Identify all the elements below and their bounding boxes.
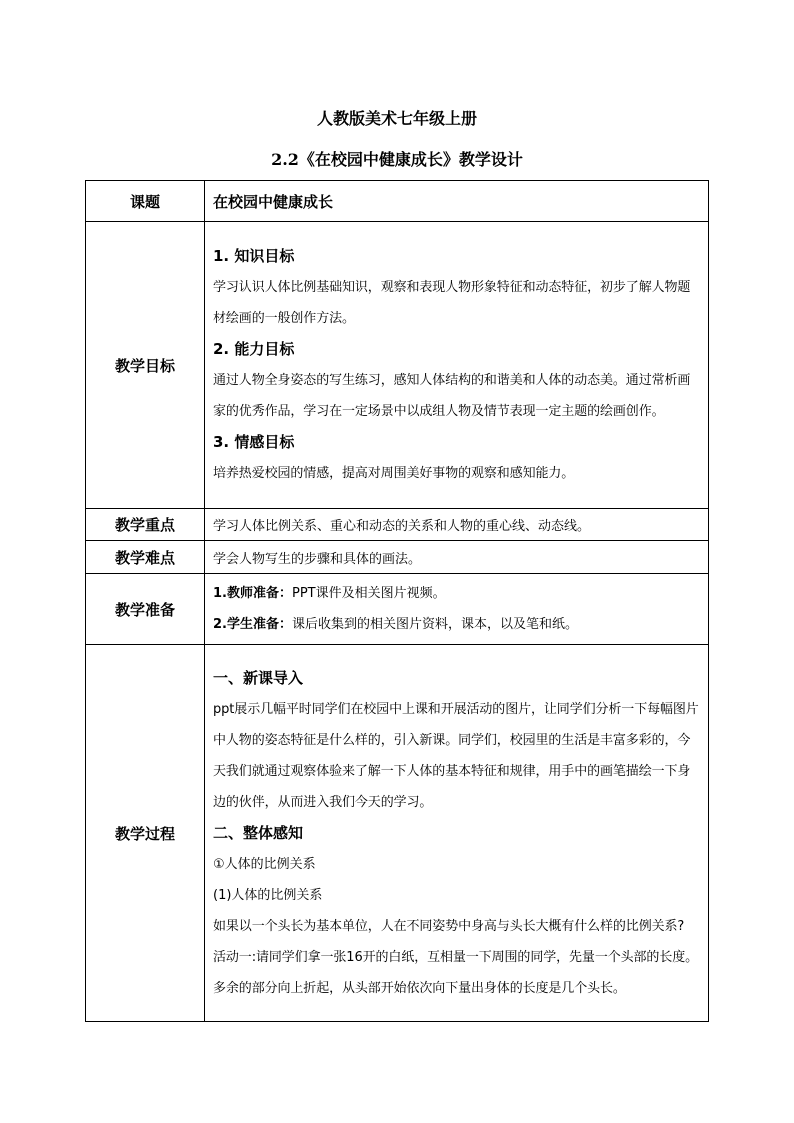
goal-emotion-heading: 3. 情感目标: [213, 433, 295, 451]
proportion-subitem: (1)人体的比例关系: [213, 887, 323, 903]
topic-value: [205, 181, 709, 222]
prep-label: 教学准备: [86, 574, 205, 645]
key-label: 教学重点: [86, 509, 205, 541]
teacher-prep-label: 1.教师准备：: [213, 586, 292, 601]
table-row-difficult: [86, 541, 709, 574]
key-value: 学习人体比例关系、重心和动态的关系和人物的重心线、动态线。: [205, 509, 709, 541]
process-content: [205, 645, 709, 1022]
lesson-plan-table: [85, 180, 709, 1022]
goal-emotion-text: 培养热爱校园的情感，提高对周围美好事物的观察和感知能力。: [213, 466, 575, 481]
topic-text: 在校园中健康成长: [213, 192, 334, 211]
goal-knowledge-text: 学习认识人体比例基础知识，观察和表现人物形象特征和动态特征，初步了解人物题材绘画的一般创作方法。: [213, 280, 691, 326]
document-title: 人教版美术七年级上册: [316, 109, 477, 128]
intro-heading: 一、新课导入: [213, 668, 304, 687]
intro-paragraph: ppt展示几幅平时同学们在校园中上课和开展活动的图片，让同学们分析一下每幅图片中人物的姿态特征是什么样的，引入新课。同学们，校园里的生活是丰富多彩的，今天我们就通过观察体验来了解一下人体的基本特征和规律，用手中的画笔描绘一下身边的伙伴，从而进入我们今天的学习。: [213, 701, 699, 810]
table-row-key: [86, 509, 709, 541]
goals-content: [205, 222, 709, 509]
prep-content: [205, 574, 709, 645]
goal-ability-heading: 2. 能力目标: [213, 340, 295, 358]
goals-label: 教学目标: [86, 222, 205, 509]
student-prep: [213, 609, 702, 640]
goal-ability-text: 通过人物全身姿态的写生练习，感知人体结构的和谐美和人体的动态美。通过常析画家的优秀作品，学习在一定场景中以成组人物及情节表现一定主题的绘画创作。: [213, 373, 691, 419]
process-label: 教学过程: [86, 645, 205, 1022]
table-row-process: [86, 645, 709, 1022]
proportion-item: ①人体的比例关系: [213, 856, 316, 872]
student-prep-text: 课后收集到的相关图片资料，课本，以及笔和纸。: [291, 617, 578, 632]
proportion-question: 如果以一个头长为基本单位，人在不同姿势中身高与头长大概有什么样的比例关系?: [213, 918, 685, 934]
student-prep-label: 2.学生准备：: [213, 617, 292, 632]
teacher-prep: [213, 578, 702, 609]
topic-label: 课题: [86, 181, 205, 222]
activity-one: 活动一:请同学们拿一张16开的白纸，互相量一下周围的同学，先量一个头部的长度。多余的部分向上折起，从头部开始依次向下量出身体的长度是几个头长。: [213, 949, 699, 996]
perception-heading: 二、整体感知: [213, 823, 304, 842]
difficult-label: 教学难点: [86, 541, 205, 574]
table-row-goals: [86, 222, 709, 509]
table-row-topic: [86, 181, 709, 222]
document-subtitle: 2.2《在校园中健康成长》教学设计: [271, 150, 523, 169]
teacher-prep-text: PPT课件及相关图片视频。: [291, 586, 446, 601]
table-row-prep: [86, 574, 709, 645]
goal-knowledge-heading: 1. 知识目标: [213, 247, 295, 265]
difficult-value: 学会人物写生的步骤和具体的画法。: [205, 541, 709, 574]
